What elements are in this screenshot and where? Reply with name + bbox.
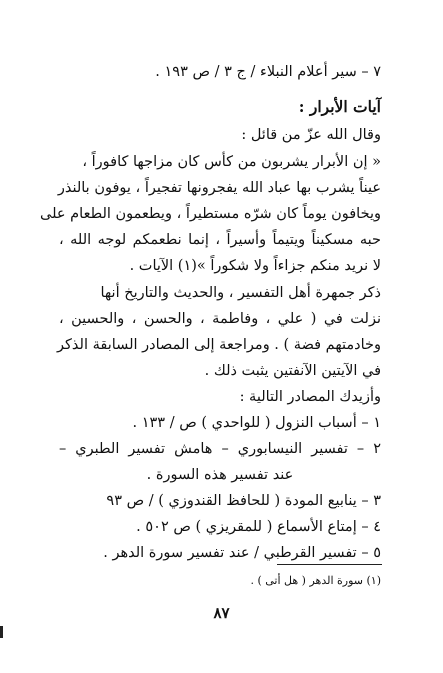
source-item-2-continued: عند تفسير هذه السورة . (146, 467, 294, 483)
source-item-5: ٥ – تفسير القرطبي / عند تفسير سورة الدهر . (103, 545, 381, 561)
source-item-3: ٣ – ينابيع المودة ( للحافظ القندوزي ) / ص ٩٣ (106, 493, 381, 509)
verse-line-4: حبه مسكيناً ويتيماً وأسيراً ، إنما نطعمكم لوجه الله ، (59, 232, 381, 248)
page-edge-mark (0, 626, 3, 638)
source-item-2: ٢ – تفسير النيسابوري – هامش تفسير الطبري – (59, 441, 381, 457)
reference-line-7: ٧ – سير أعلام النبلاء / ج ٣ / ص ١٩٣ . (155, 64, 381, 80)
footnote: (١) سورة الدهر ( هل أتى ) . (250, 574, 381, 587)
verse-line-1: « إن الأبرار يشربون من كأس كان مزاجها كافوراً ، (82, 154, 381, 170)
paragraph-line-3: وخادمتهم فضة ) . ومراجعة إلى المصادر السابقة الذكر (57, 337, 381, 353)
footnote-separator (277, 564, 382, 565)
paragraph-line-1: ذكر جمهرة أهل التفسير ، والحديث والتاريخ أنها (100, 285, 381, 301)
source-item-1: ١ – أسباب النزول ( للواحدي ) ص / ١٣٣ . (132, 415, 381, 431)
section-heading: آيات الأبرار : (298, 97, 381, 116)
intro-line: وقال الله عزّ من قائل : (241, 127, 381, 143)
paragraph-line-2: نزلت في ( علي ، وفاطمة ، والحسن ، والحسين ، (59, 311, 381, 327)
verse-line-2: عيناً يشرب بها عباد الله يفجرونها تفجيراً ، يوفون بالنذر (57, 180, 381, 196)
source-item-4: ٤ – إمتاع الأسماع ( للمقريزي ) ص ٥٠٢ . (136, 519, 381, 535)
verse-line-5: لا نريد منكم جزاءاً ولا شكوراً »(١) الآيات . (129, 258, 381, 274)
paragraph-line-5: وأزيدك المصادر التالية : (239, 389, 381, 405)
verse-line-3: ويخافون يوماً كان شرّه مستطيراً ، ويطعمون الطعام على (40, 206, 381, 222)
paragraph-line-4: في الآيتين الآنفتين يثبت ذلك . (204, 363, 381, 379)
page-number: ٨٧ (213, 604, 230, 622)
